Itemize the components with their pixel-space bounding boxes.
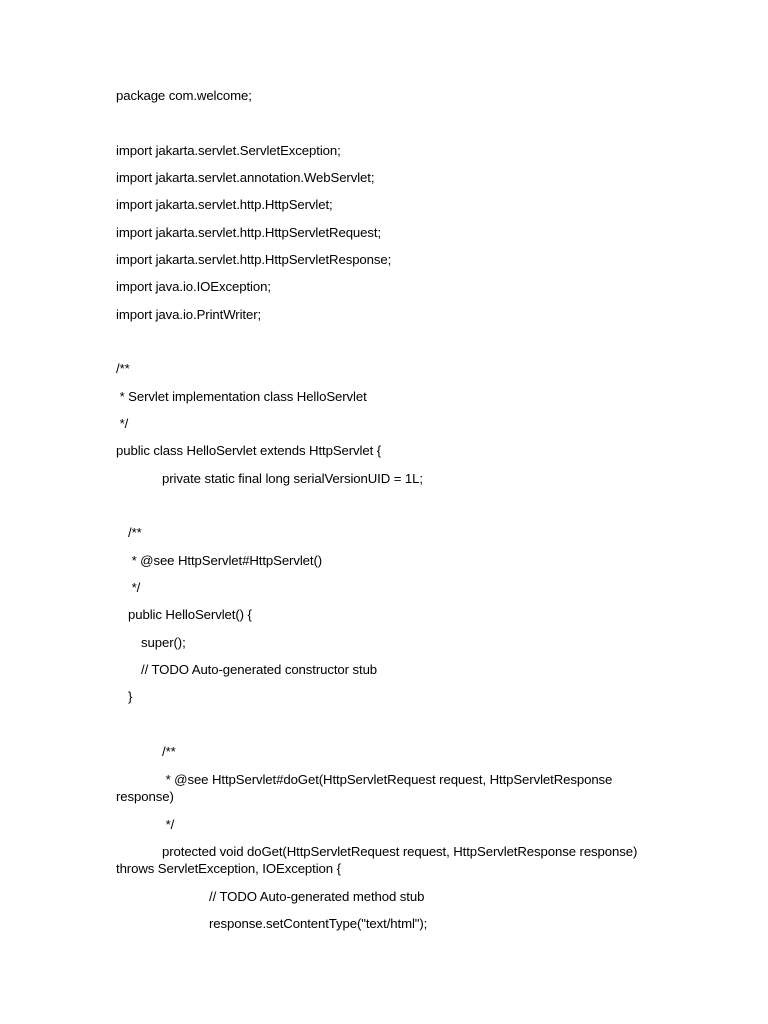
- code-line: */: [162, 817, 175, 832]
- code-line: */: [116, 416, 129, 431]
- code-line: import jakarta.servlet.http.HttpServletResponse;: [116, 252, 392, 267]
- code-line: import java.io.IOException;: [116, 279, 271, 294]
- code-line: package com.welcome;: [116, 88, 252, 103]
- code-line: response.setContentType("text/html");: [209, 916, 428, 931]
- code-line: import jakarta.servlet.http.HttpServlet;: [116, 197, 333, 212]
- code-line: import jakarta.servlet.http.HttpServletRequest;: [116, 225, 382, 240]
- code-line: // TODO Auto-generated constructor stub: [141, 662, 378, 677]
- code-line: /**: [128, 525, 142, 540]
- code-line: * @see HttpServlet#doGet(HttpServletRequest request, HttpServletResponse: [162, 772, 613, 787]
- code-line: private static final long serialVersionUID = 1L;: [162, 471, 423, 486]
- code-line: protected void doGet(HttpServletRequest request, HttpServletResponse response): [162, 844, 638, 859]
- code-line: import java.io.PrintWriter;: [116, 307, 262, 322]
- code-line: response): [116, 789, 174, 804]
- code-line: import jakarta.servlet.ServletException;: [116, 143, 341, 158]
- code-line: */: [128, 580, 141, 595]
- code-line: }: [128, 689, 133, 704]
- code-line: * @see HttpServlet#HttpServlet(): [128, 553, 323, 568]
- code-line: public HelloServlet() {: [128, 607, 252, 622]
- code-line: /**: [162, 744, 176, 759]
- code-line: * Servlet implementation class HelloServlet: [116, 389, 367, 404]
- code-line: super();: [141, 635, 186, 650]
- code-line: public class HelloServlet extends HttpServlet {: [116, 443, 382, 458]
- code-line: /**: [116, 361, 130, 376]
- code-line: throws ServletException, IOException {: [116, 861, 341, 876]
- code-line: import jakarta.servlet.annotation.WebServlet;: [116, 170, 375, 185]
- code-line: // TODO Auto-generated method stub: [209, 889, 425, 904]
